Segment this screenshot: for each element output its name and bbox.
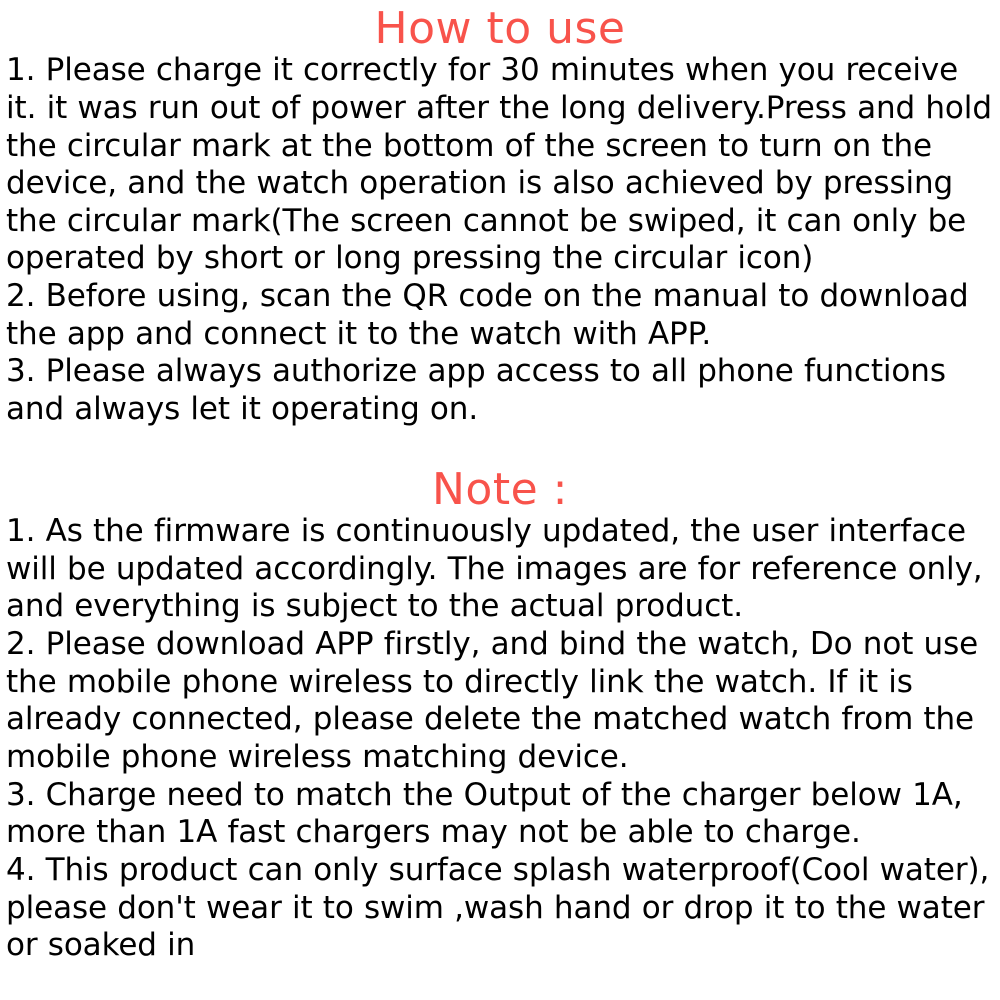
- note-item-1: 1. As the firmware is continuously updated, the user interface will be updated accordingly. The images are for reference only, and everything is subject to the actual product.: [6, 512, 983, 625]
- how-to-use-heading: How to use: [374, 3, 626, 54]
- how-to-use-item-2: 2. Before using, scan the QR code on the manual to download the app and connect it to the watch with APP.: [6, 278, 969, 352]
- note-section: [4, 429, 996, 965]
- how-to-use-section: [4, 0, 996, 429]
- note-item-2: 2. Please download APP firstly, and bind the watch, Do not use the mobile phone wireless to directly link the watch. If it is already connected, please delete the matched watch from the mobile phone wireless matching device.: [6, 625, 979, 775]
- note-heading: Note :: [432, 463, 568, 515]
- how-to-use-item-3: 3. Please always authorize app access to all phone functions and always let it operating on.: [6, 353, 946, 428]
- how-to-use-body: [4, 52, 996, 429]
- note-body: [4, 513, 996, 965]
- note-item-4: 4. This product can only surface splash waterproof(Cool water), please don't wear it to swim ,wash hand or drop it to the water or soaked in: [6, 851, 990, 964]
- note-item-3: 3. Charge need to match the Output of the charger below 1A, more than 1A fast chargers may not be able to charge.: [6, 776, 963, 851]
- how-to-use-item-1: 1. Please charge it correctly for 30 minutes when you receive it. it was run out of power after the long delivery.Press and hold the circular mark at the bottom of the screen to turn on the device, and the watch operation is also achieved by pressing the circular mark(The screen cannot be swiped, it can only be operated by short or long pressing the circular icon): [6, 52, 992, 277]
